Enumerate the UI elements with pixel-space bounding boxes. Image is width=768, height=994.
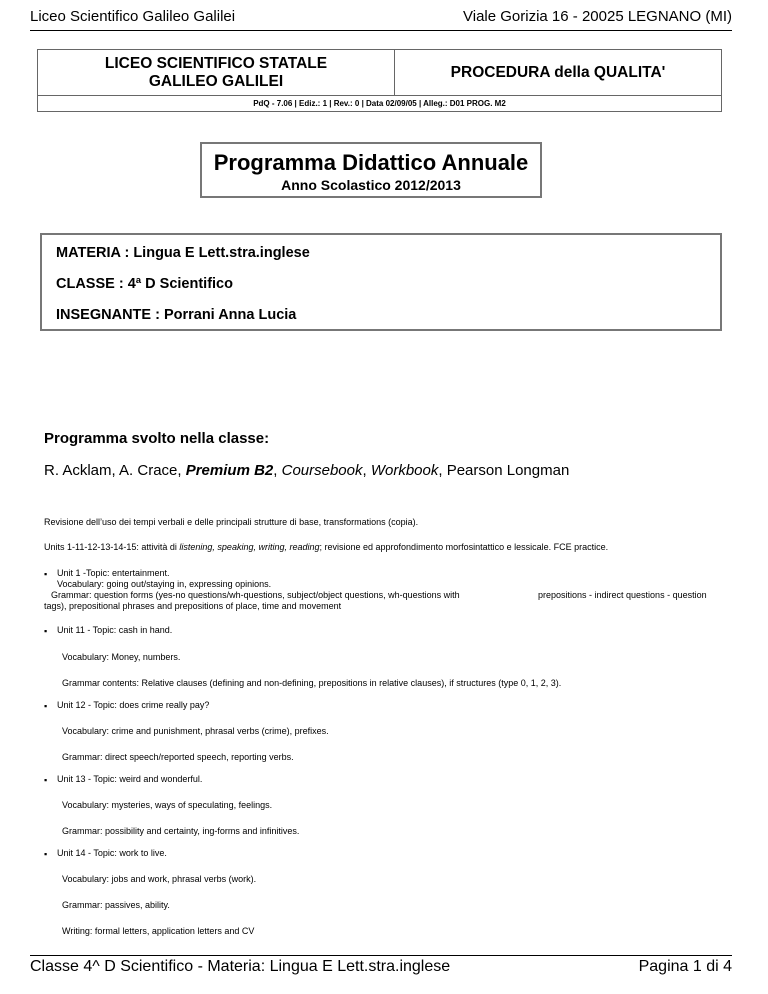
footer-page-number: Pagina 1 di 4 <box>638 958 732 975</box>
book-coursebook: Coursebook <box>281 462 363 479</box>
list-bullet: ▪ <box>44 569 48 579</box>
unit-13-topic: Unit 13 - Topic: weird and wonderful. <box>57 774 203 784</box>
units-intro-skills: listening, speaking, writing, reading <box>179 542 320 552</box>
unit-1-grammar-b: prepositions - indirect questions - question <box>538 590 707 600</box>
book-title: Premium B2 <box>185 462 274 479</box>
unit-1-vocab: Vocabulary: going out/staying in, expressing opinions. <box>57 579 272 589</box>
unit-1-topic: Unit 1 -Topic: entertainment. <box>57 568 170 578</box>
list-bullet: ▪ <box>44 626 48 636</box>
unit-14-writing: Writing: formal letters, application letters and CV <box>62 926 255 936</box>
unit-14-vocab: Vocabulary: jobs and work, phrasal verbs (work). <box>62 874 257 884</box>
unit-1-grammar-a: Grammar: question forms (yes-no questions/wh-questions, subject/object questions, wh-questions with <box>51 590 460 600</box>
unit-11-topic: Unit 11 - Topic: cash in hand. <box>57 625 173 635</box>
school-name <box>38 50 395 95</box>
list-bullet: ▪ <box>44 701 48 711</box>
page-title: Programma Didattico Annuale <box>213 150 529 175</box>
footer-class-subject: Classe 4^ D Scientifico - Materia: Lingua E Lett.stra.inglese <box>30 958 451 975</box>
unit-12-vocab: Vocabulary: crime and punishment, phrasal verbs (crime), prefixes. <box>62 726 329 736</box>
header-address: Viale Gorizia 16 - 20025 LEGNANO (MI) <box>463 8 732 25</box>
quality-header-box <box>37 49 722 112</box>
unit-12-grammar: Grammar: direct speech/reported speech, reporting verbs. <box>62 752 294 762</box>
school-year: Anno Scolastico 2012/2013 <box>281 177 461 193</box>
book-sep2: , <box>362 462 371 479</box>
unit-13-grammar: Grammar: possibility and certainty, ing-forms and infinitives. <box>62 826 300 836</box>
subject-insegnante: INSEGNANTE : Porrani Anna Lucia <box>56 307 297 323</box>
unit-11-vocab: Vocabulary: Money, numbers. <box>62 652 181 662</box>
textbook-reference <box>44 462 569 479</box>
units-intro-b: ; revisione ed approfondimento morfosintattico e lessicale. FCE practice. <box>319 542 609 552</box>
unit-14-topic: Unit 14 - Topic: work to live. <box>57 848 167 858</box>
subject-materia: MATERIA : Lingua E Lett.stra.inglese <box>56 245 310 261</box>
running-header <box>30 8 732 31</box>
school-name-line2: GALILEO GALILEI <box>148 72 284 90</box>
unit-13-vocab: Vocabulary: mysteries, ways of speculating, feelings. <box>62 800 273 810</box>
revision-line: Revisione dell’uso dei tempi verbali e delle principali strutture di base, transformations (copia). <box>44 517 419 527</box>
list-bullet: ▪ <box>44 849 48 859</box>
document-reference: PdQ - 7.06 | Ediz.: 1 | Rev.: 0 | Data 02/09/05 | Alleg.: D01 PROG. M2 <box>38 95 721 111</box>
book-publisher: , Pearson Longman <box>438 462 570 479</box>
unit-14-grammar: Grammar: passives, ability. <box>62 900 170 910</box>
procedure-label: PROCEDURA della QUALITA' <box>450 63 666 81</box>
page-footer <box>30 955 732 976</box>
unit-12-topic: Unit 12 - Topic: does crime really pay? <box>57 700 210 710</box>
unit-11-grammar: Grammar contents: Relative clauses (defining and non-defining, prepositions in relative clauses), if structures (type 0, 1, 2, 3). <box>62 678 562 688</box>
subject-classe: CLASSE : 4ª D Scientifico <box>56 276 233 292</box>
book-sep1: , <box>273 462 282 479</box>
title-box <box>200 142 542 198</box>
school-name-line1: LICEO SCIENTIFICO STATALE <box>104 54 328 72</box>
book-authors: R. Acklam, A. Crace, <box>44 462 186 479</box>
unit-1-grammar-c: tags), prepositional phrases and prepositions of place, time and movement <box>44 601 342 611</box>
units-intro <box>44 542 608 553</box>
list-bullet: ▪ <box>44 775 48 785</box>
units-intro-a: Units 1-11-12-13-14-15: attività di <box>44 542 180 552</box>
subject-box <box>40 233 722 331</box>
programma-heading: Programma svolto nella classe: <box>44 430 270 447</box>
header-school: Liceo Scientifico Galileo Galilei <box>30 8 236 25</box>
book-workbook: Workbook <box>370 462 439 479</box>
